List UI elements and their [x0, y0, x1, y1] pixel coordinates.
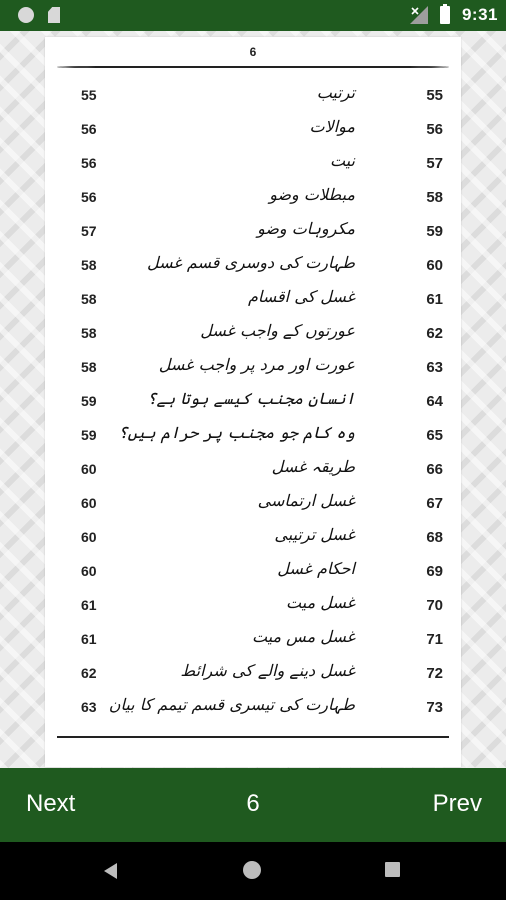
bottom-divider [57, 736, 449, 738]
toc-page-number: 56 [81, 189, 97, 205]
toc-row [45, 113, 461, 147]
toc-row [45, 555, 461, 589]
toc-title: غسل میت [286, 593, 355, 612]
prev-button[interactable]: Prev [432, 790, 482, 817]
toc-title: غسل مس میت [251, 627, 355, 646]
toc-row [45, 79, 461, 113]
toc-entry-number: 65 [426, 427, 443, 444]
toc-title: غسل دینے والے کی شرائط [180, 661, 355, 680]
toc-entry-number: 62 [426, 325, 443, 342]
toc-entry-number: 55 [426, 87, 443, 104]
toc-row [45, 521, 461, 555]
toc-entry-number: 72 [426, 665, 443, 682]
status-right-icons [410, 5, 498, 25]
toc-row [45, 147, 461, 181]
toc-page-number: 62 [81, 665, 97, 681]
toc-page-number: 60 [81, 495, 97, 511]
toc-row [45, 453, 461, 487]
toc-page-number: 59 [81, 427, 97, 443]
toc-row [45, 283, 461, 317]
status-bar [0, 0, 506, 31]
toc-entry-number: 64 [426, 393, 443, 410]
toc-entry-number: 66 [426, 461, 443, 478]
toc-title: مکروہات وضو [257, 219, 355, 238]
toc-entry-number: 70 [426, 597, 443, 614]
book-page [45, 37, 461, 767]
next-button[interactable]: Next [26, 790, 76, 817]
toc-entry-number: 63 [426, 359, 443, 376]
toc-page-number: 61 [81, 597, 97, 613]
toc-title: غسل کی اقسام [247, 287, 355, 306]
toc-row [45, 249, 461, 283]
toc-title: طہارت کی تیسری قسم تیمم کا بیان [108, 695, 355, 714]
toc-page-number: 63 [81, 699, 97, 715]
toc-row [45, 385, 461, 419]
home-icon[interactable] [243, 861, 261, 879]
recent-apps-icon[interactable] [385, 862, 400, 877]
signal-off-icon [410, 6, 428, 24]
toc-page-number: 58 [81, 291, 97, 307]
toc-title: نیت [330, 151, 355, 170]
table-of-contents [45, 79, 461, 725]
toc-title: غسل ارتماسی [257, 491, 355, 510]
toc-title: طہارت کی دوسری قسم غسل [146, 253, 355, 272]
toc-page-number: 55 [81, 87, 97, 103]
toc-title: مبطلات وضو [269, 185, 355, 204]
toc-entry-number: 58 [426, 189, 443, 206]
toc-page-number: 58 [81, 325, 97, 341]
toc-page-number: 61 [81, 631, 97, 647]
toc-page-number: 56 [81, 121, 97, 137]
content-area [0, 31, 506, 768]
toc-page-number: 57 [81, 223, 97, 239]
toc-entry-number: 56 [426, 121, 443, 138]
battery-icon [440, 6, 450, 24]
toc-entry-number: 59 [426, 223, 443, 240]
top-divider [57, 66, 449, 68]
toc-title: وہ کام جو مجنب پر حرام ہیں؟ [118, 423, 355, 442]
toc-page-number: 56 [81, 155, 97, 171]
toc-entry-number: 67 [426, 495, 443, 512]
toc-row [45, 691, 461, 725]
bottom-navigation [0, 768, 506, 842]
toc-title: ترتیب [316, 83, 355, 102]
toc-title: عورت اور مرد پر واجب غسل [158, 355, 355, 374]
toc-page-number: 58 [81, 359, 97, 375]
page-header-number: 6 [249, 45, 257, 59]
current-page-indicator: 6 [246, 790, 260, 817]
toc-entry-number: 73 [426, 699, 443, 716]
toc-row [45, 317, 461, 351]
toc-page-number: 60 [81, 461, 97, 477]
system-navigation-bar [0, 842, 506, 900]
toc-entry-number: 71 [426, 631, 443, 648]
toc-page-number: 58 [81, 257, 97, 273]
toc-page-number: 60 [81, 563, 97, 579]
toc-title: عورتوں کے واجب غسل [200, 321, 355, 340]
toc-row [45, 181, 461, 215]
toc-row [45, 589, 461, 623]
toc-row [45, 419, 461, 453]
toc-row [45, 657, 461, 691]
toc-entry-number: 68 [426, 529, 443, 546]
toc-title: انسان مجنب کیسے ہوتا ہے؟ [147, 389, 355, 408]
toc-page-number: 59 [81, 393, 97, 409]
toc-title: طریقہ غسل [271, 457, 355, 476]
toc-title: موالات [309, 117, 355, 136]
toc-row [45, 351, 461, 385]
toc-title: غسل ترتیبی [274, 525, 355, 544]
toc-title: احکام غسل [277, 559, 355, 578]
toc-row [45, 215, 461, 249]
toc-entry-number: 69 [426, 563, 443, 580]
toc-row [45, 487, 461, 521]
status-left-icons [18, 7, 60, 23]
toc-page-number: 60 [81, 529, 97, 545]
toc-entry-number: 57 [426, 155, 443, 172]
status-time: 9:31 [461, 5, 498, 24]
sd-card-icon [48, 7, 60, 23]
notification-dot-icon [18, 7, 34, 23]
toc-entry-number: 60 [426, 257, 443, 274]
back-icon[interactable] [104, 863, 117, 879]
toc-entry-number: 61 [426, 291, 443, 308]
toc-row [45, 623, 461, 657]
